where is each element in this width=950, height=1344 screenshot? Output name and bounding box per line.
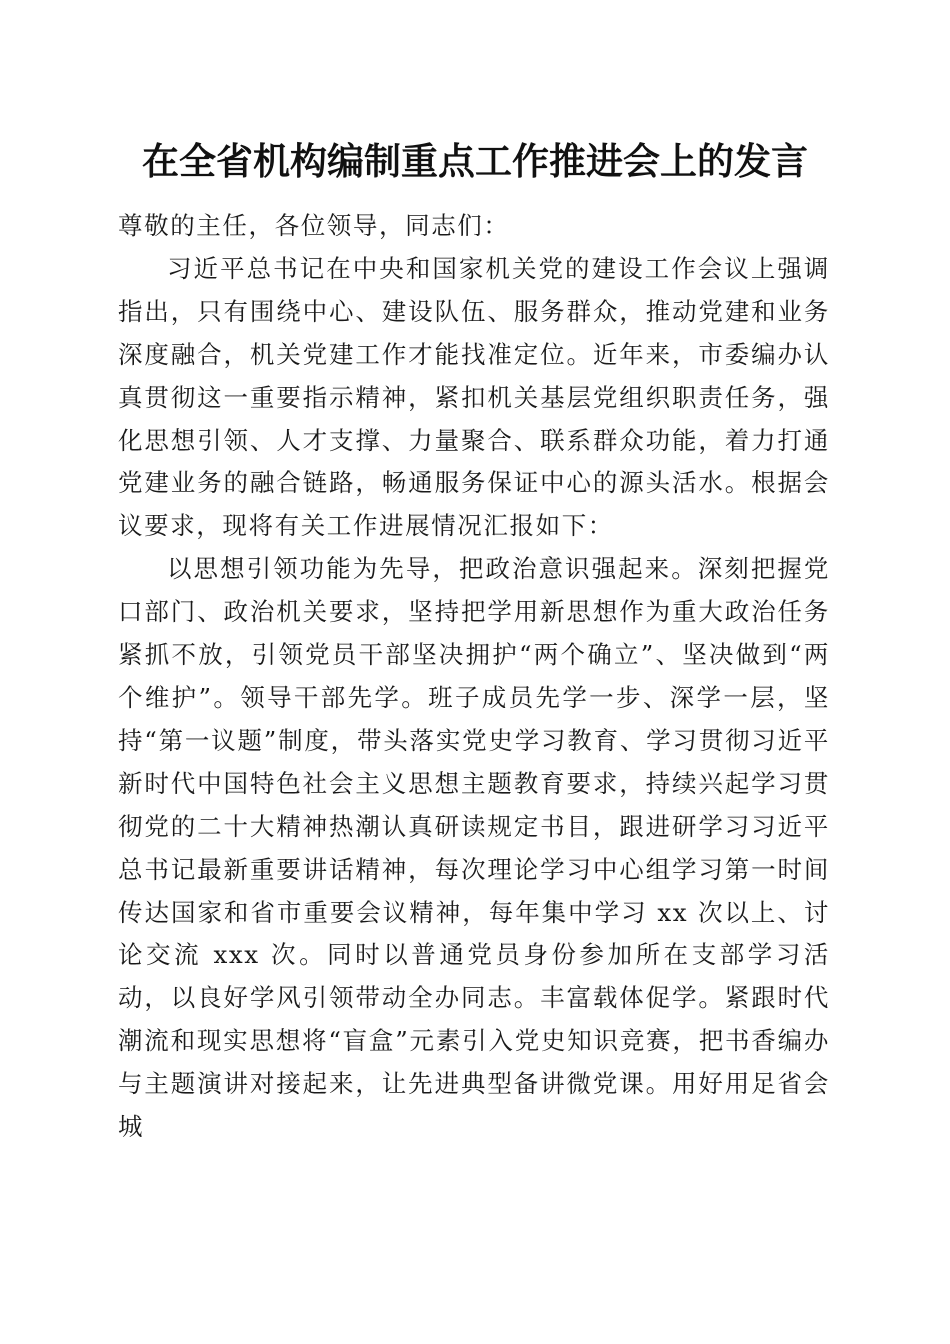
paragraph-intro: 习近平总书记在中央和国家机关党的建设工作会议上强调指出，只有围绕中心、建设队伍、服务群众，推动党建和业务深度融合，机关党建工作才能找准定位。近年来，市委编办认真贯彻这一重要指示精神，紧扣机关基层党组织职责任务，强化思想引领、人才支撑、力量聚合、联系群众功能，着力打通党建业务的融合链路，畅通服务保证中心的源头活水。根据会议要求，现将有关工作进展情况汇报如下： <box>118 253 830 541</box>
salutation: 尊敬的主任，各位领导，同志们： <box>118 211 510 240</box>
paragraph-ideology: 以思想引领功能为先导，把政治意识强起来。深刻把握党口部门、政治机关要求，坚持把学用新思想作为重大政治任务紧抓不放，引领党员干部坚决拥护“两个确立”、坚决做到“两个维护”。领导干部先学。班子成员先学一步、深学一层，坚持“第一议题”制度，带头落实党史学习教育、学习贯彻习近平新时代中国特色社会主义思想主题教育要求，持续兴起学习贯彻党的二十大精神热潮认真研读规定书目，跟进研学习习近平总书记最新重要讲话精神，每次理论学习中心组学习第一时间传达国家和省市重要会议精神，每年集中学习 xx 次以上、讨论交流 xxx 次。同时以普通党员身份参加所在支部学习活动，以良好学风引领带动全办同志。丰富载体促学。紧跟时代潮流和现实思想将“盲盒”元素引入党史知识竞赛，把书香编办与主题演讲对接起来，让先进典型备讲微党课。用好用足省会城 <box>118 554 830 1142</box>
document-title: 在全省机构编制重点工作推进会上的发言 <box>142 139 808 183</box>
document-body <box>118 205 830 1149</box>
